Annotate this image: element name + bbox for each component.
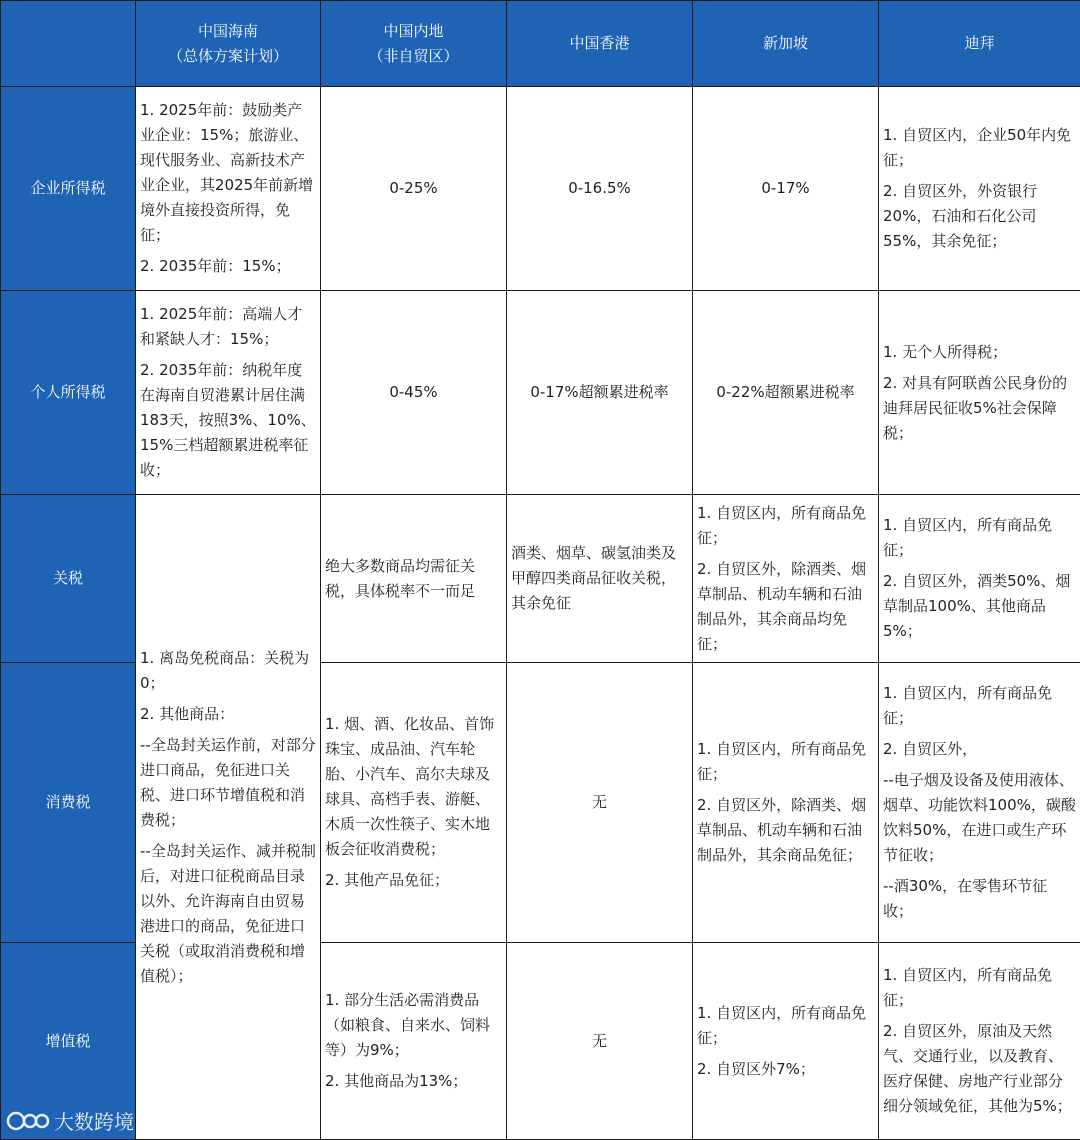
cell-vat-singapore: 1. 自贸区内，所有商品免征； 2. 自贸区外7%；	[693, 943, 879, 1140]
cell-consumption-dubai: 1. 自贸区内，所有商品免征； 2. 自贸区外， --电子烟及设备及使用液体、烟草、功能饮料100%，碳酸饮料50%，在进口或生产环节征收； --酒30%，在零售环节征收；	[879, 663, 1080, 943]
cell-personal-singapore: 0-22%超额累进税率	[693, 291, 879, 495]
row-label-corporate-tax: 企业所得税	[1, 87, 136, 291]
watermark-text: 大数跨境	[54, 1106, 134, 1135]
cell-consumption-hongkong: 无	[507, 663, 693, 943]
cell-customs-singapore: 1. 自贸区内，所有商品免征； 2. 自贸区外，除酒类、烟草制品、机动车辆和石油制品外，其余商品均免征；	[693, 495, 879, 663]
cell-hainan-shared: 1. 离岛免税商品：关税为0； 2. 其他商品： --全岛封关运作前，对部分进口商品，免征进口关税、进口环节增值税和消费税； --全岛封关运作、减并税制后，对进口征税商品目录以外、允许海南自由贸易港进口的商品，免征进口关税（或取消消费税和增值税）；	[136, 495, 321, 1140]
header-singapore: 新加坡	[693, 1, 879, 87]
row-label-customs: 关税	[1, 495, 136, 663]
header-row	[1, 1, 1080, 87]
header-mainland: 中国内地 （非自贸区）	[321, 1, 507, 87]
cell-corp-mainland: 0-25%	[321, 87, 507, 291]
cell-corp-singapore: 0-17%	[693, 87, 879, 291]
row-corporate-tax	[1, 87, 1080, 291]
row-customs	[1, 495, 1080, 663]
cell-corp-hainan: 1. 2025年前：鼓励类产业企业：15%；旅游业、现代服务业、高新技术产业企业，其2025年前新增境外直接投资所得，免征； 2. 2035年前：15%；	[136, 87, 321, 291]
watermark	[6, 1106, 134, 1135]
cell-consumption-singapore: 1. 自贸区内，所有商品免征； 2. 自贸区外，除酒类、烟草制品、机动车辆和石油制品外，其余商品免征；	[693, 663, 879, 943]
row-label-vat: 增值税	[1, 943, 136, 1140]
cell-vat-dubai: 1. 自贸区内，所有商品免征； 2. 自贸区外，原油及天然气、交通行业，以及教育、医疗保健、房地产行业部分细分领域免征，其他为5%；	[879, 943, 1080, 1140]
brand-logo-icon	[6, 1107, 50, 1135]
cell-vat-hongkong: 无	[507, 943, 693, 1140]
cell-corp-dubai: 1. 自贸区内，企业50年内免征； 2. 自贸区外，外资银行20%，石油和石化公司55%，其余免征；	[879, 87, 1080, 291]
cell-customs-mainland: 绝大多数商品均需征关税，具体税率不一而足	[321, 495, 507, 663]
row-label-consumption-tax: 消费税	[1, 663, 136, 943]
corner-cell	[1, 1, 136, 87]
header-hainan: 中国海南 （总体方案计划）	[136, 1, 321, 87]
cell-personal-dubai: 1. 无个人所得税； 2. 对具有阿联酋公民身份的迪拜居民征收5%社会保障税；	[879, 291, 1080, 495]
header-dubai: 迪拜	[879, 1, 1080, 87]
header-hongkong: 中国香港	[507, 1, 693, 87]
cell-consumption-mainland: 1. 烟、酒、化妆品、首饰珠宝、成品油、汽车轮胎、小汽车、高尔夫球及球具、高档手表、游艇、木质一次性筷子、实木地板会征收消费税； 2. 其他产品免征；	[321, 663, 507, 943]
row-label-personal-tax: 个人所得税	[1, 291, 136, 495]
row-personal-tax	[1, 291, 1080, 495]
cell-customs-hongkong: 酒类、烟草、碳氢油类及甲醇四类商品征收关税，其余免征	[507, 495, 693, 663]
cell-personal-hongkong: 0-17%超额累进税率	[507, 291, 693, 495]
cell-corp-hongkong: 0-16.5%	[507, 87, 693, 291]
cell-personal-hainan: 1. 2025年前：高端人才和紧缺人才：15%； 2. 2035年前：纳税年度在海南自贸港累计居住满183天，按照3%、10%、15%三档超额累进税率征收；	[136, 291, 321, 495]
cell-vat-mainland: 1. 部分生活必需消费品（如粮食、自来水、饲料等）为9%； 2. 其他商品为13%；	[321, 943, 507, 1140]
cell-customs-dubai: 1. 自贸区内，所有商品免征； 2. 自贸区外，酒类50%、烟草制品100%、其他商品5%；	[879, 495, 1080, 663]
cell-personal-mainland: 0-45%	[321, 291, 507, 495]
